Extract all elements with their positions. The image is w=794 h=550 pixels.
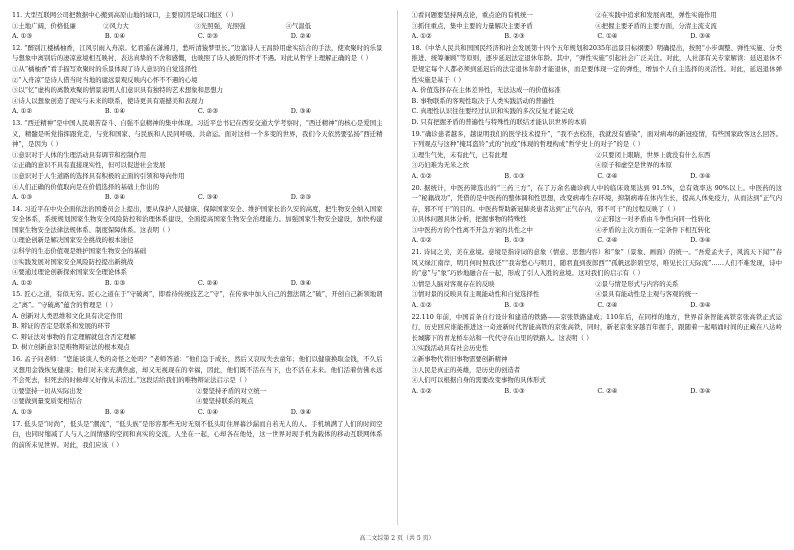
question-stem: 15. 匠心之道，有似无穷。匠心之道在于“守破离”，即看待传统技艺之“守”，在传承中加入自己的想法谓之“破”，开创自己新领地谓之“离”。“守破离”蕴含的哲理是（ ） (12, 290, 383, 310)
question-stem: 14. 习近平在中央全面依法治国委员会上提出，要从保护人民健康、保障国家安全、维护国家长治久安的高度，把生物安全纳入国家安全体系，系统规划国家生物安全风险防控和治理体系建设，全面提高国家生物安全治理能力。加强国家生物安全建设，加快构建国家生物安全法律法规体系、制度保障体系。这表明（ ） (12, 204, 383, 234)
option-item: ③中医药方的个性离不开急方案的共性之中 (411, 225, 533, 234)
answer-choice: A. ①② (411, 171, 432, 180)
option-item: C. 辩证法对事物的肯定理解就包含否定理解 (12, 332, 136, 341)
question-stem: 20. 据统计，中医药筛选出的“三药三方”，在了万余名确诊病人中的临床效果达到 91.5%，总有效率达 90%以上。中医药的这一“秘籍战功”，凭借的是中医药的整体调和性思想，改变病毒生存环境，抑制病毒在体内生长，提高人体免疫力，从而达到“正气内存，邪不可干”的目的。中医药帮助新冠肺炎患者达到“正气存内，邪不可干”的过程反映了（ ） (411, 183, 782, 213)
option-item: ④把握主要矛盾的主要方面，分清主流支流 (595, 21, 717, 30)
option-list (12, 21, 383, 32)
answer-choices (12, 407, 383, 418)
question-stem: 13. “西迁精神”是中国人民艰苦奋斗、自强不息精神的集中体现。习近平总书记在西安交通大学考察时，“西迁精神”的核心是爱国主义，精髓是听党指挥跟党走，与党和国家、与民族和人民同呼吸、共命运。面对这样一个多变的世界，我们今天依然要弘扬“西迁精神”，是因为（ ） (12, 118, 383, 149)
question (12, 204, 383, 289)
question (412, 247, 783, 311)
question-stem: 18.《中华人民共和国国民经济和社会发展第十四个五年规划和2035年远景目标纲要》明确提出，按照“小步调整、弹性实施、分类推进、统筹兼顾”等原则，逐步延迟法定退休年龄。其中，“弹性实施”引起社会广泛关注。对此，人社部有关专家解读：延迟退休不是规定每个人都必须到延迟后的法定退休年龄才能退休，而是要体现一定的弹性，增加个人自主选择的灵活性。对此，延迟退休弹性实施是基于（ ） (411, 43, 782, 84)
question (12, 43, 383, 117)
column-divider (397, 10, 398, 525)
option-list (412, 279, 783, 300)
option-item: ④矛盾的主次方面在一定条件下相互转化 (595, 225, 711, 234)
answer-choice: A. ①② (411, 386, 432, 395)
answer-choice: B. ①③ (504, 236, 525, 245)
answer-choice: B. ②④ (104, 407, 126, 416)
answer-choice: A. ①② (12, 278, 33, 287)
question (412, 10, 783, 42)
option-item: ①土地广阔，价格低廉 (12, 21, 76, 30)
answer-choice: D. ③④ (690, 386, 711, 395)
answer-choice: C. ②③ (197, 32, 218, 41)
answer-choices (412, 300, 783, 311)
answer-choice: A. ①③ (12, 193, 33, 202)
question-stem: 16. 孟子问老师：“您能谈谈人类的奇怪之处吗？”老师答道：“他们急于成长，然后又哀叹失去童年；他们以健康换取金钱，不久后又想用金钱恢复健康；他们对未来充满焦虑，却又无视现在的幸福，因此，他们既不活在当下，也不活在未来。他们活着仿佛永远不会死去，但死去的时候却又好像从未活过。”这段话给我们的唯物辩证法启示是（ ） (12, 355, 383, 385)
answer-choice: B. ①③ (104, 278, 126, 287)
question (12, 118, 383, 203)
option-item: ②要坚持矛盾的对立统一 (195, 386, 267, 395)
page-columns (12, 10, 782, 525)
option-item: ②风力大 (103, 21, 129, 30)
answer-choice: C. ③④ (197, 193, 218, 202)
answer-choice: C. ②④ (597, 171, 618, 180)
option-item: ②“入舟凉”是诗人借当时当地的谴远景观反映内心怀不不遇的心境 (12, 75, 198, 84)
answer-choice: C. ①④ (197, 407, 218, 416)
question (412, 183, 783, 247)
page-footer: 高二文综第 2 页（共 5 页） (359, 535, 435, 542)
question (412, 129, 783, 182)
right-column (412, 10, 783, 525)
option-item: ①从“橘柚香”看手描写欢聚时的乐景体现了诗人意识的自觉选择性 (12, 64, 198, 73)
answer-choice: D. ③④ (690, 301, 711, 310)
option-item: C. 真理性认识往往要经过认识和实践的多次反复才能完成 (411, 107, 574, 116)
option-item: A. 价值选择存在主体差异性，无法达成一的价值标准 (411, 86, 561, 95)
question (412, 43, 783, 128)
option-item: ①情是人脑对客观存在的反映 (411, 279, 495, 288)
answer-choice: C. ②④ (597, 386, 618, 395)
option-item: ④原子和虚空是世界的本原 (595, 161, 673, 170)
option-item: ②在实践中追求和发展真理，弹性实施作用 (595, 11, 717, 19)
option-item: ④人们正确的价值取向是在价值选择的基础上作出的 (12, 182, 159, 191)
option-item: D. 只有把握矛盾的普遍性与特殊性的联结才能认识世界的本质 (411, 117, 587, 126)
option-item: ①看问题要坚持两点论，重点论的有机统一 (411, 11, 533, 19)
question (12, 354, 383, 418)
option-item: ①实践活动具有社会历史性 (411, 344, 489, 353)
question-stem: 22.110 年前，中国首条自行设计和建造的铁路——京张铁路建成；110年后，在同样的地方，世界首条智能高铁京张高铁正式运行，历史回应谁能推进这一奇迹新时代智能高铁的京张高铁，同时，新老京张穿越百年握手，跟随着一起唱诵时间的正藏在八达岭长城脚下的青龙桥车站和一代代守在山里的铁路人。这表明（ ） (411, 312, 782, 342)
answer-choice: A. ①② (411, 236, 432, 245)
option-list (412, 214, 783, 235)
answer-choice: B. ①④ (104, 107, 126, 116)
option-item: ③抓住重点，集中主要的力量解决主要矛盾 (411, 21, 533, 30)
answer-choices (412, 31, 783, 42)
question (12, 10, 383, 42)
option-list (12, 235, 383, 277)
question (12, 419, 383, 451)
answer-choice: D. ③④ (290, 278, 312, 287)
option-item: ②科学的生态价值观是维护国家生物安全的基础 (12, 247, 147, 256)
option-list (412, 10, 783, 31)
answer-choice: D. ②③ (290, 193, 312, 202)
option-item: ②只要闭上眼睛，世界上就没有什么东西 (595, 150, 711, 159)
option-item: ③实践发展对国家安全风险防控提出新挑战 (12, 257, 134, 266)
option-item: ④诗人以想象创造了现实与未来的联系，使诗更具有震撼美和表现力 (12, 96, 204, 105)
answer-choice: D. ③④ (690, 236, 711, 245)
option-item: ①意识对于人体的生理活动具有调节和控制作用 (12, 150, 147, 159)
option-list (412, 150, 783, 171)
left-column (12, 10, 383, 525)
answer-choice: A. ①② (411, 32, 432, 41)
question (412, 312, 783, 397)
answer-choice: D. ③④ (690, 32, 711, 41)
answer-choice: A. ①② (12, 107, 33, 116)
option-item: ③以“忆”虚构的离散欢聚的情景说明人们意识具有独特的艺术想象和思想力 (12, 86, 224, 95)
option-list (412, 343, 783, 385)
option-list (12, 150, 383, 192)
option-item: ①理生气先，未有此气，已有此理 (411, 150, 508, 159)
answer-choice: D. ③④ (290, 407, 312, 416)
answer-choice: C. ②③ (197, 107, 218, 116)
question-stem: 11. 大型互联网公司把数据中心搬到高原山地的域口，主要原因是域口地区（ ） (12, 11, 238, 19)
answer-choice: A. ①② (411, 301, 432, 310)
option-item: ④景具有能动性是主观与客观的统一 (595, 290, 698, 299)
option-list (12, 386, 383, 407)
option-item: ③要做到量变质变相结合 (12, 397, 83, 406)
answer-choices (12, 106, 383, 117)
question-stem: 19.“确诊患者越多，越说明我们的医学技术提升”，“我不去校准，我就没有感染”，面对病毒的新冠疫情，有些国家政客这么回答。下列观点与这种“掩耳盗铃”式的“抗疫”体现的哲理构成“哲学史上的对子”的是（ ） (411, 129, 782, 149)
answer-choice: C. ②④ (597, 301, 618, 310)
option-item: ③情对景的反映具有主观能动性和自觉选择性 (411, 290, 540, 299)
answer-choice: B. ①③ (504, 386, 525, 395)
option-item: ④气温低 (285, 21, 312, 30)
answer-choice: D. ③④ (290, 107, 312, 116)
answer-choice: B. ①③ (504, 301, 525, 310)
answer-choice: B. ①③ (504, 171, 525, 180)
option-item: B. 事物联系的客观性取决于人类实践活动的普遍性 (411, 96, 555, 105)
option-item: ③意识对于人生道路的选择具有积极的正面的引领和导向作用 (12, 171, 185, 180)
option-item: ②正确的意识不具有直接现实性，但可以促进社会发展 (12, 161, 166, 170)
option-item: ③光照强，光照强 (194, 21, 246, 30)
answer-choices (12, 31, 383, 42)
option-item: D. 树立创新意识是唯物辩证法的根本观点 (12, 343, 130, 352)
option-item: ④要坚持联系的观点 (195, 397, 254, 406)
question-stem: 12. “醉别江楼橘柚香，江风引雨入舟凉。忆君遥在潇湘月，愁听清猿梦里长。”边塞诗人王昌龄用虚实结合的手法，使欢聚时的乐景与想象中离别后的凄凉意境相互映衬，表达真挚的不舍和感慨，也映照了诗人被贬的怀才不遇。对此从哲学上理解正确的是（ ） (12, 43, 383, 63)
option-item: ①具体问题具体分析，把握事物的特殊性 (411, 215, 527, 224)
option-item: ①要坚持一切从实际出发 (12, 386, 83, 395)
answer-choice: B. ②③ (504, 32, 525, 41)
answer-choice: A. ①③ (12, 32, 33, 41)
answer-choice: B. ①④ (104, 32, 126, 41)
answer-choices (412, 171, 783, 182)
question-stem: 21. 诗词之美，美在意境。意境是指诗词的意象（情意、思想内容）和“象”（景象、画面）的统一。“吾爱孟夫子，风流天下闻”“春风又绿江南岸，明月何时照我还”“我寄愁心与明月，随君直到夜郎西”“孤帆远影碧空尽，唯见长江天际流”……人们不难发现，诗中的“意”与“象”巧妙地融合在一起，形成了引人入胜的意境。这对我们的启示有（ ） (411, 248, 782, 278)
option-item: ②正邪这一对矛盾由斗争性向同一性转化 (595, 215, 711, 224)
option-item: ①理论创新是解决国家安全挑战的根本途径 (12, 236, 134, 245)
answer-choices (12, 278, 383, 289)
option-item: B. 辩证的否定是联系和发展的环节 (12, 322, 111, 331)
question-stem: 17. 低头是“时尚”，低头是“潮流”，“低头族”是形容那些无时无刻不低头盯住屏幕沙漏而自若无人的人。手机填满了人们的时间空白，也同时缩减了人与人之间情感的空间和真实的交流，人坐在一起，心却各在他处，这一世界对现手机为载体的移动互联网体系的前所未见世界。对此，我们应该（ ） (12, 419, 383, 449)
answer-choice: C. ②④ (197, 278, 218, 287)
answer-choice: A. ①③ (12, 407, 33, 416)
option-list (12, 64, 383, 106)
answer-choices (412, 235, 783, 246)
option-list (412, 85, 783, 127)
option-item: ③人民是真正的英雄，是历史的创造者 (411, 365, 521, 374)
answer-choice: B. ②④ (104, 193, 126, 202)
question (12, 289, 383, 353)
option-item: A. 创新对人类思维和文化具有决定作用 (12, 311, 123, 320)
answer-choices (412, 386, 783, 397)
answer-choice: C. ②④ (597, 236, 618, 245)
answer-choice: D. ③④ (690, 171, 711, 180)
option-item: ②新事物代替旧事物需要创新精神 (411, 355, 508, 363)
option-item: ②景与情是形式与内容的关系 (595, 279, 679, 288)
option-list (12, 311, 383, 353)
option-item: ④人们可以根据自身的需要改变事物的具体形式 (411, 376, 546, 385)
option-item: ③巧妇难为无米之炊 (411, 161, 470, 170)
answer-choices (12, 192, 383, 203)
answer-choice: D. ②④ (290, 32, 312, 41)
option-item: ④要通过理论创新探索国家安全理论体系 (12, 268, 128, 277)
answer-choice: C. ①④ (597, 32, 618, 41)
